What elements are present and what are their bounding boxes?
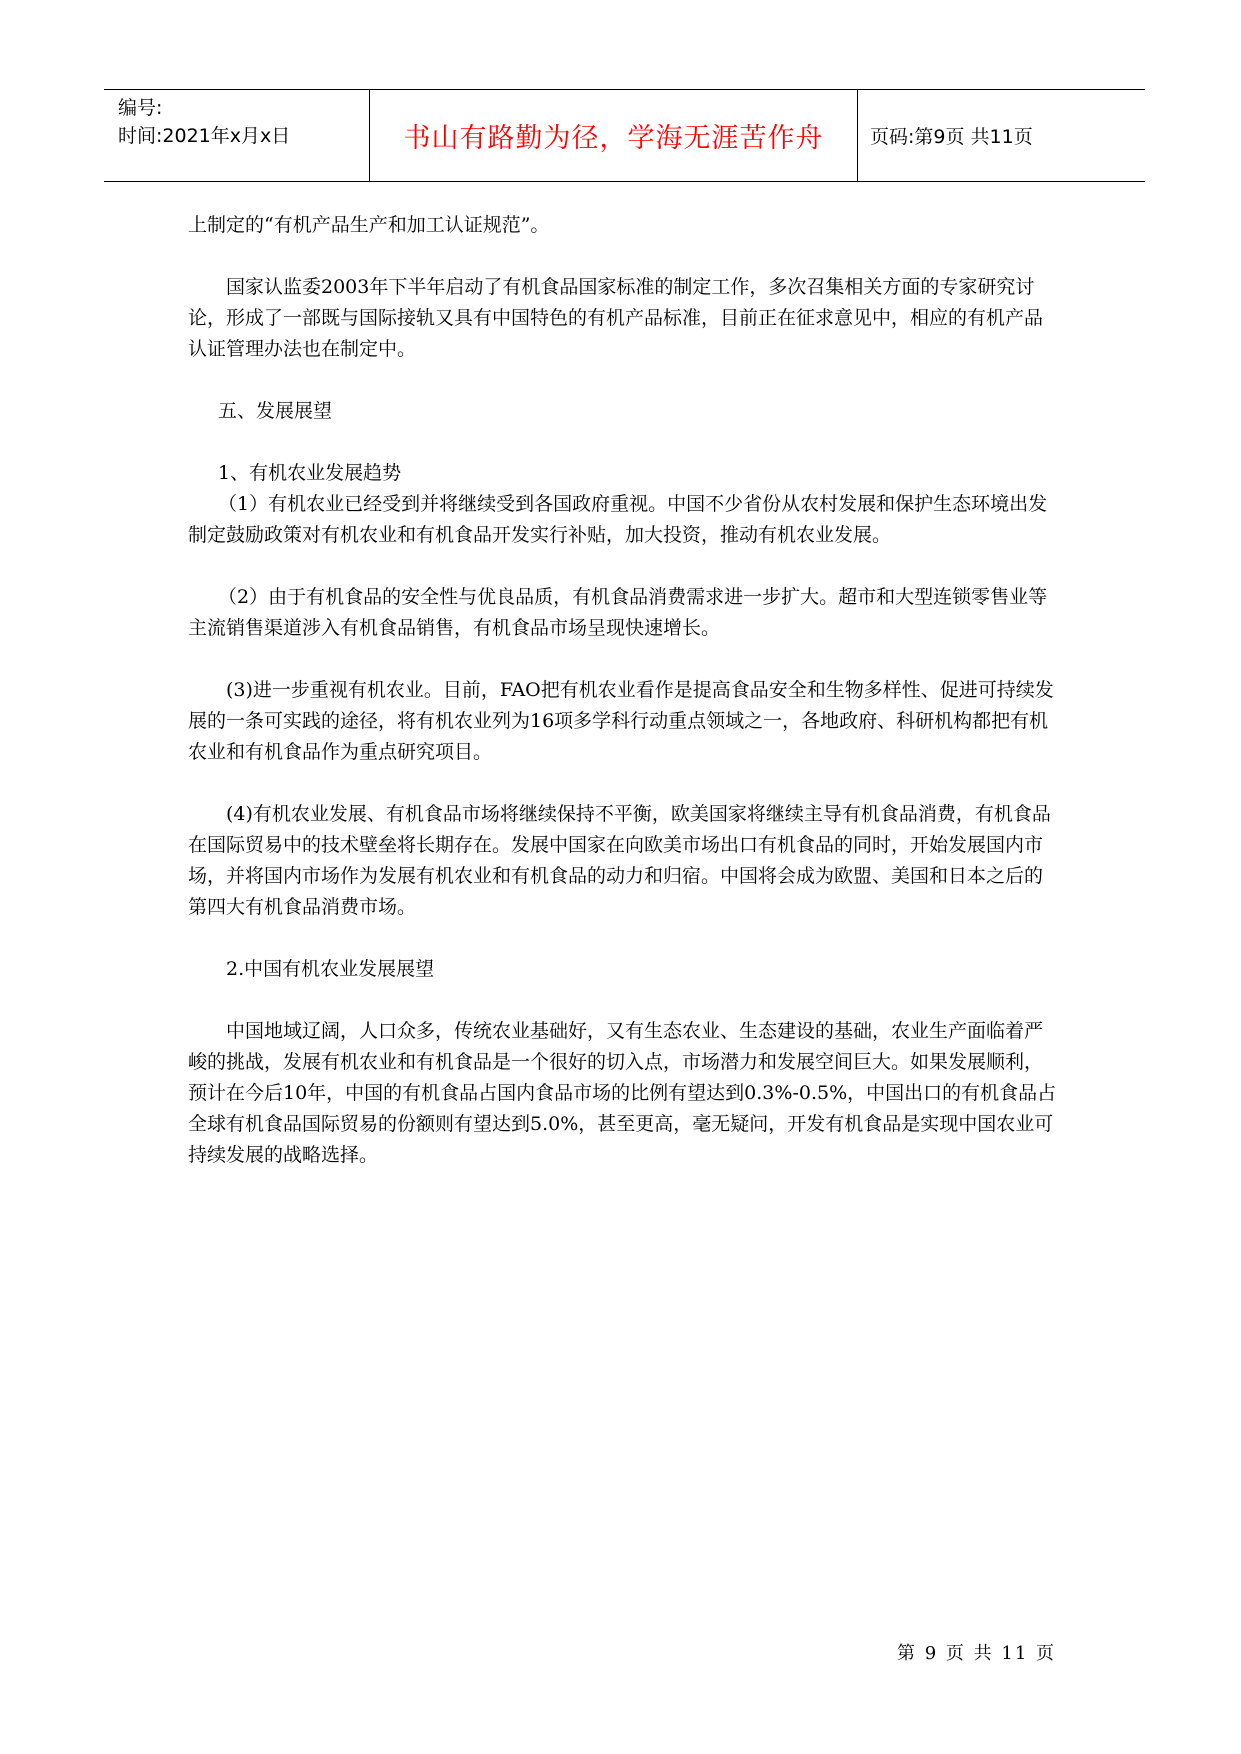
- subsection-heading-trends: 1、有机农业发展趋势: [218, 462, 402, 484]
- paragraph-continuation: 上制定的“有机产品生产和加工认证规范”。: [188, 214, 550, 236]
- paragraph-trend-3: (3)进一步重视有机农业。目前，FAO把有机农业看作是提高食品安全和生物多样性、促进可持续发展的一条可实践的途径，将有机农业列为16项多学科行动重点领域之一，各地政府、科研机构都把有机农业和有机食品作为重点研究项目。: [188, 679, 1054, 763]
- document-body: [188, 210, 1058, 1171]
- section-heading-outlook: 五、发展展望: [218, 400, 333, 422]
- page-header: [104, 89, 1145, 182]
- header-meta-cell: [104, 90, 370, 181]
- header-page-number: 页码:第9页 共11页: [870, 126, 1033, 148]
- paragraph-trend-2: （2）由于有机食品的安全性与优良品质，有机食品消费需求进一步扩大。超市和大型连锁零售业等主流销售渠道涉入有机食品销售，有机食品市场呈现快速增长。: [188, 586, 1048, 639]
- paragraph-trend-4: (4)有机农业发展、有机食品市场将继续保持不平衡，欧美国家将继续主导有机食品消费，有机食品在国际贸易中的技术壁垒将长期存在。发展中国家在向欧美市场出口有机食品的同时，开始发展国内市场，并将国内市场作为发展有机农业和有机食品的动力和归宿。中国将会成为欧盟、美国和日本之后的第四大有机食品消费市场。: [188, 803, 1051, 918]
- document-number-label: 编号:: [118, 97, 163, 119]
- document-time-label: 时间:2021年x月x日: [118, 125, 291, 147]
- paragraph-china-outlook: 中国地域辽阔，人口众多，传统农业基础好，又有生态农业、生态建设的基础，农业生产面临着严峻的挑战，发展有机农业和有机食品是一个很好的切入点，市场潜力和发展空间巨大。如果发展顺利，预计在今后10年，中国的有机食品占国内食品市场的比例有望达到0.3%-0.5%，中国出口的有机食品占全球有机食品国际贸易的份额则有望达到5.0%，甚至更高，毫无疑问，开发有机食品是实现中国农业可持续发展的战略选择。: [188, 1020, 1057, 1166]
- header-motto: 书山有路勤为径，学海无涯苦作舟: [370, 90, 858, 181]
- paragraph-standards: 国家认监委2003年下半年启动了有机食品国家标准的制定工作，多次召集相关方面的专家研究讨论，形成了一部既与国际接轨又具有中国特色的有机产品标准，目前正在征求意见中，相应的有机产品认证管理办法也在制定中。: [188, 276, 1044, 360]
- subsection-heading-china-outlook: 2.中国有机农业发展展望: [226, 958, 435, 980]
- paragraph-trend-1: （1）有机农业已经受到并将继续受到各国政府重视。中国不少省份从农村发展和保护生态环境出发制定鼓励政策对有机农业和有机食品开发实行补贴，加大投资，推动有机农业发展。: [188, 493, 1048, 546]
- page-footer: 第 9 页 共 11 页: [897, 1643, 1056, 1664]
